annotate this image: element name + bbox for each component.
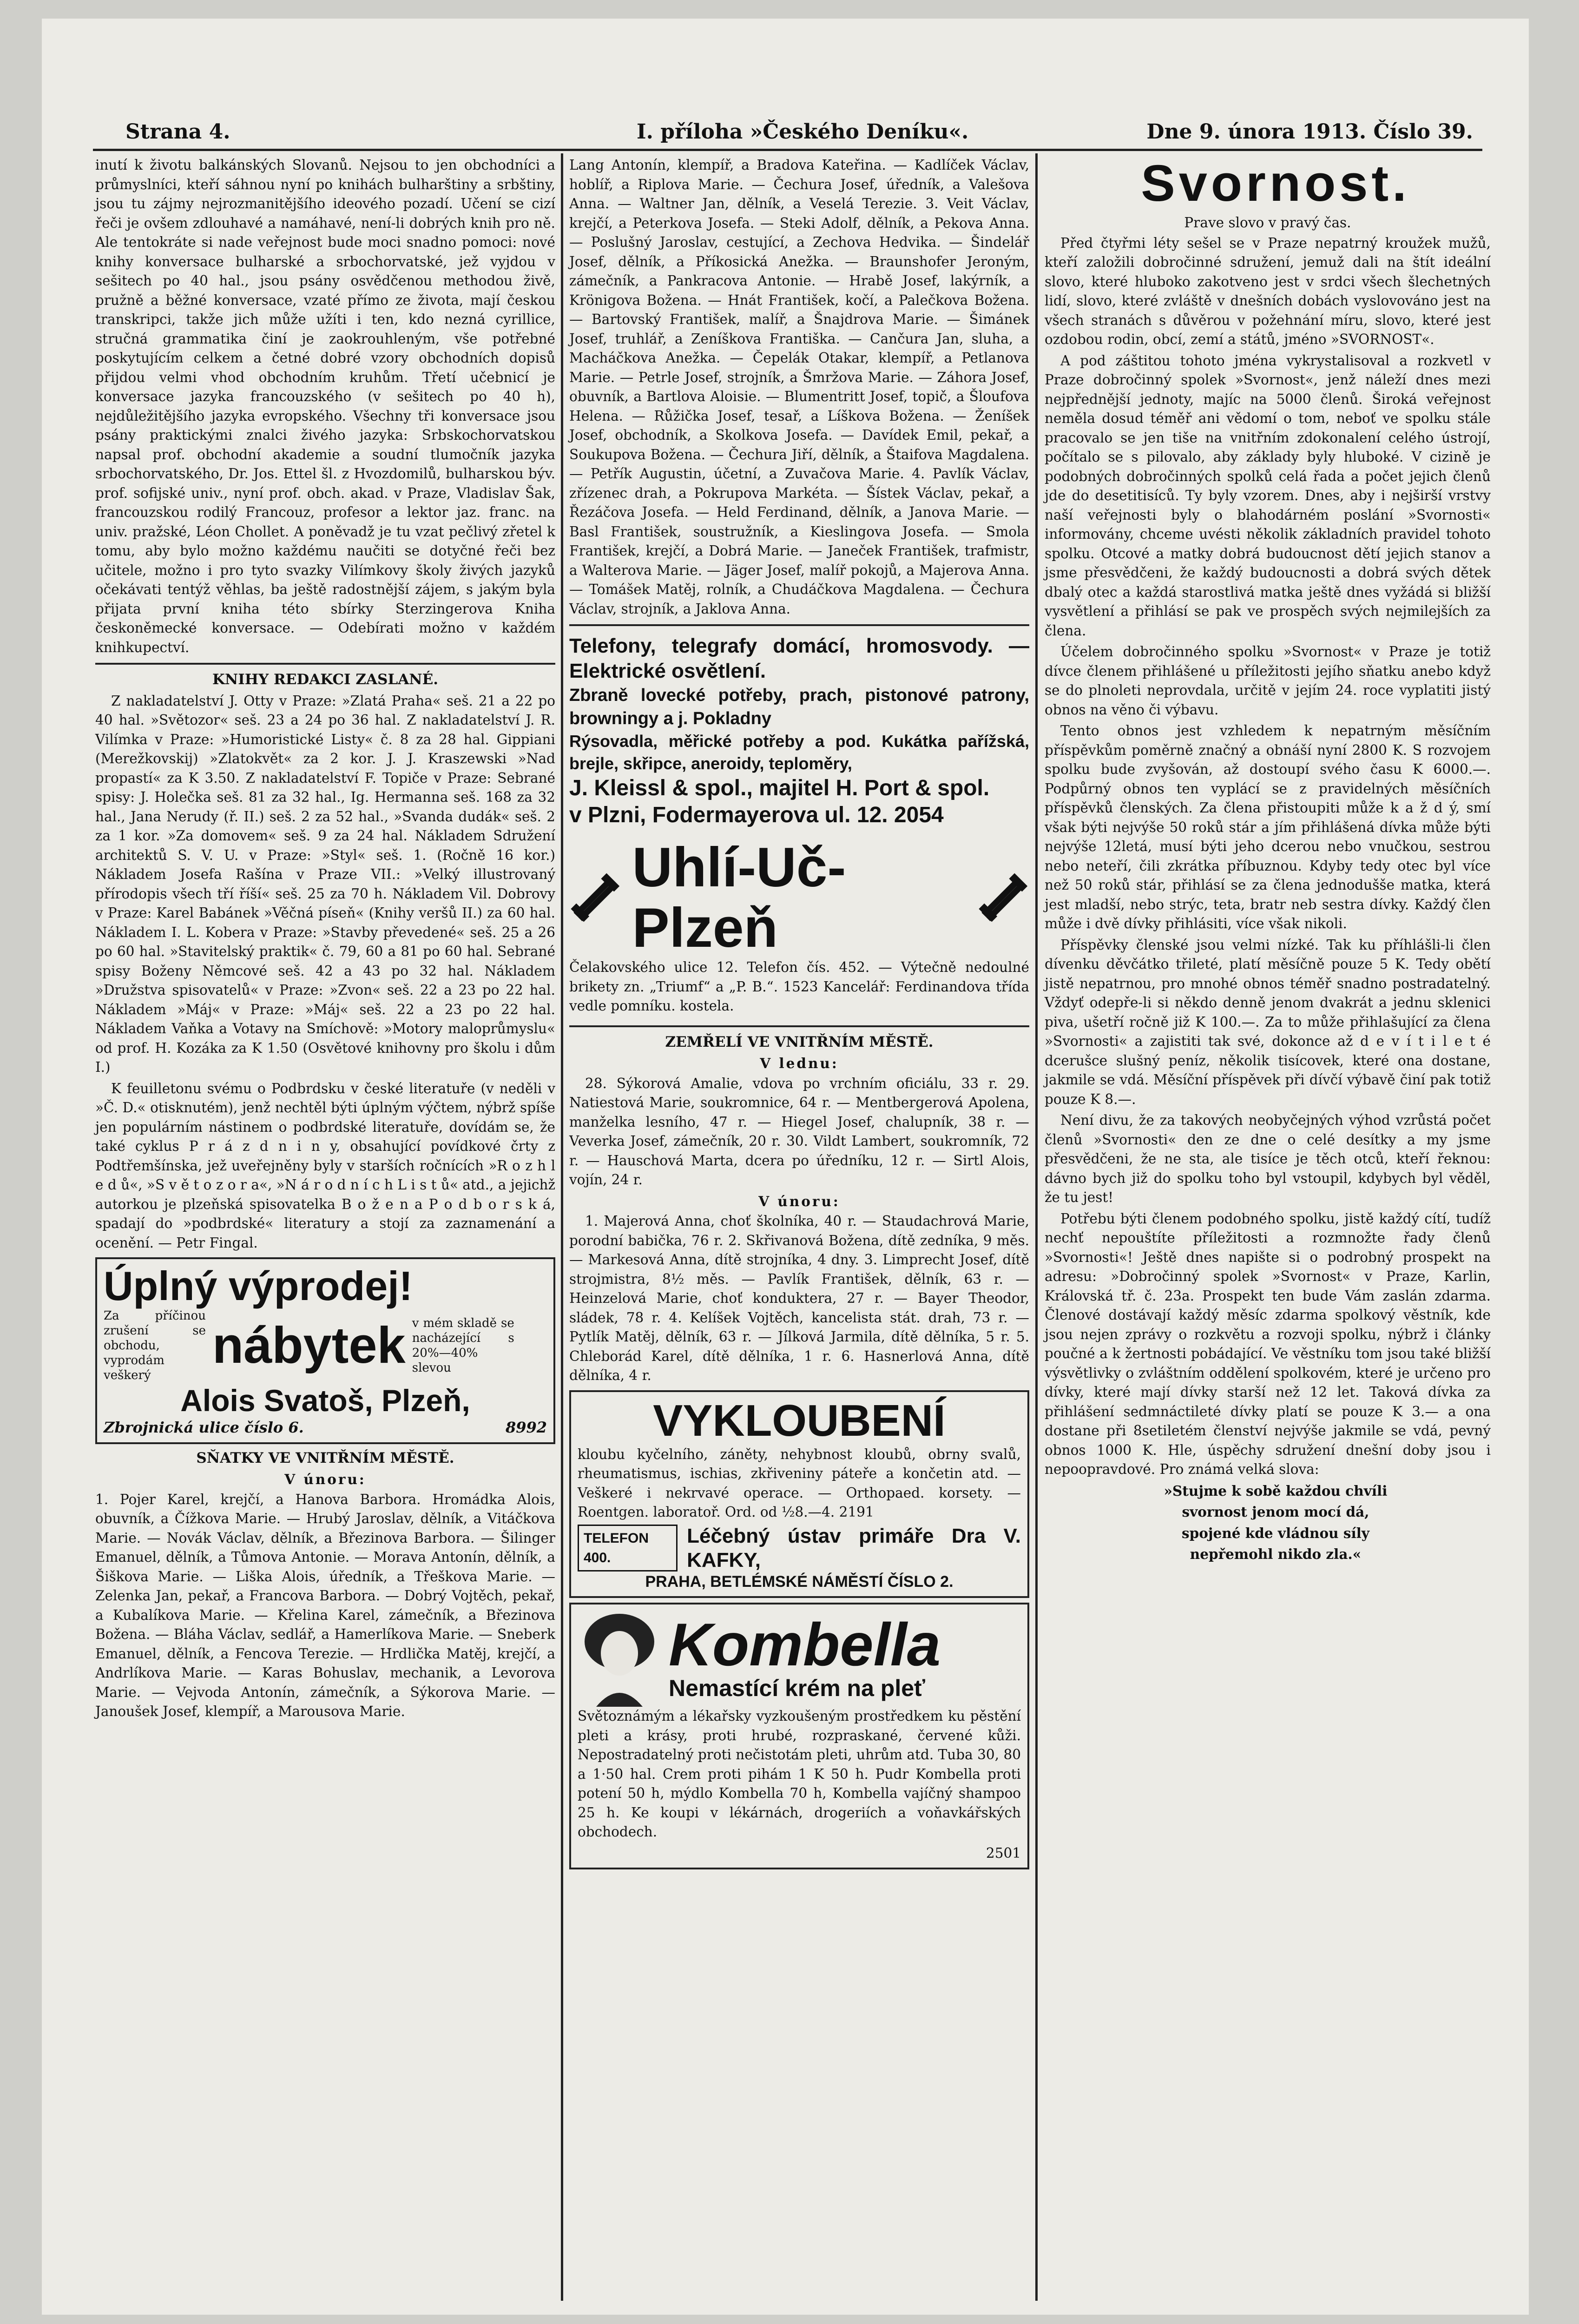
deaths-january-list: 28. Sýkorová Amalie, vdova po vrchním oficiálu, 33 r. 29. Natiestová Marie, soukromnice, 64 r. — Mentbergerová Apolena, manželka lesního, 47 r. — Hiegel Josef, chalupník, 38 r. — Veverka Josef, zámečník, 20 r. 30. Vildt Lambert, soukromník, 72 r. — Hauschová Marta, dcera po úředníku, 12 r. — Sirtl Alois, vojín, 24 r. xyxy=(569,1075,1029,1188)
article-paragraph-6: Není divu, že za takových neobyčejných výhod vzrůstá počet členů »Svornosti« den ze dne o celé desítky a my jsme přesvědčeni, že ne sta, ale tisíce je těch otců, kteří řeknou: dávno bych již do spolku toho byl vstoupil, kdybych byl věděl, že tu jest! xyxy=(1045,1112,1491,1205)
motto-line-2: svornost jenom mocí dá, xyxy=(1182,1504,1369,1520)
ad-kleissl-company: J. Kleissl & spol., majitel H. Port & spol. xyxy=(569,776,990,800)
weddings-continued: Lang Antonín, klempíř, a Bradova Kateřina. — Kadlíček Václav, hoblíř, a Riplova Marie. — Čechura Josef, úředník, a Valešova Anna. — Waltner Jan, dělník, a Veselá Terezie. 3. Veit Václav, krejčí, a Peterkova Josefa. — Steki Adolf, dělník, a Pekova Anna. — Poslušný Jaroslav, cestující, a Zechova Hedvika. — Šindelář Josef, dělník, a Příkosická Anežka. — Braunshofer Jeroným, zámečník, a Pankracova Antonie. — Hrabě Josef, lakýrník, a Krönigova Božena. — Hnát František, kočí, a Palečkova Božena. — Bartovský František, malíř, a Šnajdrova Marie. — Šimánek Josef, truhlář, a Zeníškova Františka. — Cančura Jan, sluha, a Macháčkova Anežka. — Čepelák Otakar, klempíř, a Petlanova Marie. — Petrle Josef, strojník, a Šmržova Marie. — Záhora Josef, obuvník, a Bartlova Aloisie. — Blumentritt Josef, topič, a Šloufova Helena. — Růžička Josef, tesař, a Líškova Božena. — Ženíšek Josef, obchodník, a Skolkova Josefa. — Davídek Emil, pekař, a Soukupova Božena. — Čechura Jiří, dělník, a Štaifova Magdalena. — Petřík Augustin, účetní, a Zuvačova Marie. 4. Pavlík Václav, zřízenec drah, a Pokrupova Markéta. — Šístek Václav, pekař, a Řezáčova Josefa. — Held Ferdinand, dělník, a Janova Marie. — Basl František, soustružník, a Kieslingova Josefa. — Smola František, krejčí, a Dobrá Marie. — Janeček František, trafmistr, a Walterova Marie. — Jäger Josef, malíř pokojů, a Majerova Anna. — Tomášek Matěj, rolník, a Chudáčkova Magdalena. — Čechura Václav, strojník, a Jaklova Anna. xyxy=(569,157,1029,617)
ad-kleissl xyxy=(569,632,1029,831)
ad-kleissl-line3: Rýsovadla, měřické potřeby a pod. Kukátka pařížská, brejle, skřipce, aneroidy, teploměry, xyxy=(569,732,1029,773)
article-subtitle: Prave slovo v pravý čas. xyxy=(1184,215,1351,231)
motto-line-4: nepřemohl nikdo zla.« xyxy=(1190,1546,1362,1562)
deaths-heading: ZEMŘELÍ VE VNITŘNÍM MĚSTĚ. xyxy=(665,1033,934,1050)
article-title: Svornost. xyxy=(1141,155,1410,212)
article-paragraph-2: A pod záštitou tohoto jména vykrystalisoval a rozkvetl v Praze dobročinný spolek »Svornost«, jenž náleží dnes mezi nejpřednější jednoty, majíc na 5000 členů. Široká veřejnost neměla dosud téměř ani vědomí o tom, neboť ve spolku stále pracovalo se jen tiše na vnitřním zdokonalení celého ústrojí, počítalo se s pilovalo, aby základy byly hluboké. V cizině je podobných dobročinných spolků celá řada a počet jejich členů jde do desetitisíců. Ty byly vzorem. Dnes, aby i nejširší vrstvy naší veřejnosti byly o blahodárném poslání »Svornosti« informovány, chceme uvésti několik základních pravidel tohoto spolku. Otcové a matky dobrá budoucnost dětí jejich stanov a jsme přesvědčeni, že každý budoucnosti a dobrá svých dětek dbalý otec a každá starostlivá matka ještě dnes vyžádá si bližší vysvětlení a přihlásí se pak ve prospěch svých nejmilejších za člena. xyxy=(1045,352,1491,639)
ad-kafka-address: PRAHA, BETLÉMSKÉ NÁMĚSTÍ ČÍSLO 2. xyxy=(645,1572,954,1591)
issue-date: Dne 9. února 1913. Číslo 39. xyxy=(1146,120,1473,144)
ad-title: Úplný výprodej! xyxy=(104,1263,413,1309)
header-rule xyxy=(93,149,1482,151)
article-paragraph-4: Tento obnos jest vzhledem k nepatrným měsíčním příspěvkům poměrně značný a obnáší nyní 2800 K. S rozvojem spolku bude zvyšován, až dostoupí svého času K 6000.—. Podpůrný obnos ten vyplácí se z pravidelných měsíčních příspěvků členských. Za člena přistoupiti může k a ž d ý, smí však býti nejvýše 50 roků stár a jím přihlášená dívka může býti nejvýše 12letá, musí býti jeho dcerou nebo vnučkou, sestrou nebo neteří, čili zkrátka příbuznou. Kdyby tedy otec byl více než 50 roků stár, přihlásí se za člena jednodušše matka, která jest mladší, nebo strýc, teta, bratr neb sestra dívky. Každý člen může i dvě dívky přihlásiti, více však nikoli. xyxy=(1045,723,1491,931)
column-divider-1 xyxy=(561,153,563,2301)
article-conversation-books: inutí k životu balkánských Slovanů. Nejsou to jen obchodníci a průmyslníci, kteří sáhnou nyní po knihách bulharštiny a srbštiny, jsou tu zájmy nejrozmanitějšího ideového pozadí. Učení se cizí řeči je ovšem zdlouhavé a namáhavé, není-li dobrých knih pro ně. Ale tentokráte si nade veřejnost bude moci snadno pomoci: nové knihy konversace bulharské a srbochorvatské, jež vyjdou v sešitech po 40 hal., jsou psány osvědčenou methodou živě, pružně a běžné konversace, vzaté přímo ze života, mají českou transkripci, takže jich může užíti i ten, kdo nezná cyrillice, stručná grammatika činí je zaokrouhleným, vše potřebné poskytujícím celkem a četné dobré vzory obchodních dopisů přijdou velmi vhod obchodním kruhům. Třetí učebnicí je konversace jazyka francouzského (v sešitech po 40 h), nejdůležitějšího jazyka evropského. Všechny tři konversace jsou psány praktickými znalci živého jazyka: Srbskochorvatskou napsal prof. obchodní akademie a soudní tlumočník jazyka srbochorvatského, Dr. Jos. Ettel šl. z Hvozdomilů, bulharskou býv. prof. sofijské univ., nyní prof. obch. akad. v Praze, Vladislav Šak, francouzskou rodilý Francouz, profesor a lektor jaz. franc. na univ. pražské, Léon Chollet. A poněvadž je tu vzat pečlivý zřetel k tomu, aby bylo možno každému naučiti se dotyčné řeči bez učitele, možno i pro tyto svazky Vilímkovy školy živých jazyků očekávati tentýž věhlas, ba ještě radostnější zájem, s jakým byla přijata první kniha této sbírky Sterzingerova Kniha českoněmecké konversace. — Odebírati možno v každém knihkupectví. xyxy=(95,157,555,655)
ad-kombella-title: Kombella xyxy=(669,1611,941,1678)
deaths-month-january: V lednu: xyxy=(760,1055,839,1071)
column-1 xyxy=(95,156,555,1723)
crossed-hammers-icon xyxy=(977,870,1029,925)
ad-kafka-title: VYKLOUBENÍ xyxy=(653,1395,946,1446)
divider xyxy=(95,663,555,665)
ad-main-word: nábytek xyxy=(212,1317,406,1374)
ad-kafka-phone: TELEFON 400. xyxy=(578,1525,678,1571)
divider xyxy=(569,1025,1029,1027)
woman-portrait-icon xyxy=(578,1609,661,1707)
ad-kombella-subtitle: Nemastící krém na pleť xyxy=(669,1675,925,1701)
ad-number: 8992 xyxy=(505,1419,547,1436)
weddings-heading: SŇATKY VE VNITŘNÍM MĚSTĚ. xyxy=(196,1449,454,1466)
ad-right-text: v mém skladě se nacházející s 20%—40% slevou xyxy=(412,1316,514,1375)
article-paragraph-3: Účelem dobročinného spolku »Svornost« v Praze je totiž dívce členem přihlášené u příležitosti jejího sňatku anebo když se do plnoleti neprovdala, určitě v jejím 24. roce vyplatiti jistý obnos na věno či výbavu. xyxy=(1045,644,1491,718)
column-2 xyxy=(569,156,1029,1874)
ad-coal xyxy=(569,835,1029,1020)
deaths-month-february: V únoru: xyxy=(758,1193,840,1209)
article-paragraph-5: Příspěvky členské jsou velmi nízké. Tak ku příhlášli-li člen dívenku děvčátko třileté, platí měsíčně pouze 5 K. Tedy obětí jistě nepatrnou, pro mnohé obnos téměř snadno postradatelný. Vždyť odepře-li si někdo denně jenom dvakrát a jednu sklenici piva, ušetří ročně již K 100.—. Za to může přihlašující za člena »Svornosti« a zajistiti tak své, dokonce až d e v í t i l e t é dcerušce slušný peníz, několik tisícovek, které ona dostane, jakmile se vdá. Měsíční příspěvek při dívčí výbavě činí pak totiž pouze K 8.—. xyxy=(1045,937,1491,1107)
motto-line-3: spojené kde vládnou síly xyxy=(1181,1525,1370,1541)
feuilleton-note: K feuilletonu svému o Podbrdsku v české literatuře (v neděli v »Č. D.« otisknutém), jenž nechtěl býti úplným výčtem, nýbrž spíše jen populárním nástinem o podbrdské literatuře, dovídám se, že také cyklus P r á z d n i n y, obsahující povídkové črty z Podtřemšínska, jež uveřejněny byly v starších ročnících »R o z h l e d ů«, »S v ě t o z o r a«, »N á r o d n í c h L i s t ů« atd., a jejichž autorkou je plzeňská spisovatelka B o ž e n a P o d b o r s k á, spadají do »podbrdské« literatury a stojí za zaznamenání a ocenění. — Petr Fingal. xyxy=(95,1080,555,1251)
ad-address: Zbrojnická ulice číslo 6. xyxy=(104,1419,304,1436)
ad-company: Alois Svatoš, Plzeň, xyxy=(180,1383,470,1418)
ad-furniture-sale xyxy=(95,1257,555,1444)
ad-kafka-text: kloubu kyčelního, záněty, nehybnost kloubů, obrny svalů, rheumatismus, ischias, zkřiveniny páteře a končetin atd. — Veškeré i nekrvavé operace. — Orthopaed. korsety. — Roentgen. laboratoř. Ord. od ½8.—4. 2191 xyxy=(578,1446,1021,1520)
ad-left-text: Za příčinou zrušení se obchodu, vyprodám veškerý xyxy=(104,1309,206,1382)
deaths-february-list: 1. Majerová Anna, choť školníka, 40 r. — Staudachrová Marie, porodní babička, 76 r. 2. Skřivanová Božena, dítě zedníka, 9 měs. — Markesová Anna, dítě strojníka, 4 dny. 3. Limprecht Josef, dítě strojmistra, 8½ měs. — Pavlík František, dělník, 63 r. — Heinzelová Marie, choť konduktera, 27 r. — Bayer Theodor, sládek, 78 r. 4. Kelíšek Vojtěch, kancelista stát. drah, 73 r. — Pytlík Matěj, dělník, 63 r. — Jílková Jarmila, dítě dělníka, 5 r. 5. Chleborád Karel, dítě dělníka, 1 r. 6. Hasnerlová Anna, dítě dělníka, 4 r. xyxy=(569,1213,1029,1383)
ad-kombella-text: Světoznámým a lékařsky vyzkoušeným prostředkem ku pěstění pleti a krásy, proti hrubé, rozpraskané, červené kůži. Nepostradatelný proti nečistotám pleti, uhrům atd. Tuba 30, 80 a 1·50 hal. Crem proti pihám 1 K 50 h. Pudr Kombella proti potení 50 h, mýdlo Kombella 70 h, Kombella vajíčný shampoo 25 h. Ke koupi v lékárnách, drogeriích a voňavkářských obchodech. xyxy=(578,1708,1021,1840)
divider xyxy=(569,624,1029,626)
ad-kleissl-line2: Zbraně lovecké potřeby, prach, pistonové patrony, browningy a j. Pokladny xyxy=(569,686,1029,728)
ad-kafka-clinic-name: Léčebný ústav primáře Dra V. KAFKY, xyxy=(687,1524,1021,1571)
page-header xyxy=(125,116,1473,153)
weddings-month: V únoru: xyxy=(284,1471,366,1487)
ad-kleissl-line1: Telefony, telegrafy domácí, hromosvody. — Elektrické osvětlení. xyxy=(569,634,1029,682)
article-paragraph-7: Potřebu býti členem podobného spolku, jistě každý cítí, tudíž nechť nepouštíte příležitosti a rozmnožte řady členů »Svornosti«! Ještě dnes napište si o podrobný prospekt na adresu: »Dobročinný spolek »Svornost« v Praze, Karlin, Královská tř. č. 23a. Prospekt ten bude Vám zaslán zdarma. Členové dostávají každý měsíc zdarma spolkový věstník, kde jsou nejen zprávy o rozkvětu a rozvoji spolku, nýbrž i články poučné a k žertnosti pobádající. Ve věstníku tom jsou také bližší výsvětlivky o zvláštním oddělení spolkovém, které je určeno pro dívky, které mají dívky starší než 12 let. Taková dívka za přihlášení sedmnáctileté dívky platí se pouze K 3.— a ona dostane při 8setiletém členství nejvýše jakmile se vdá, pevný obnos 1000 K. Hle, úspěchy sdružení dnešní doby jsou i nepoopravdové. Pro známá velká slova: xyxy=(1045,1210,1491,1477)
page-number: Strana 4. xyxy=(125,120,230,144)
supplement-title: I. příloha »Českého Deníku«. xyxy=(637,120,969,144)
ad-coal-title: Uhlí-Uč-Plzeň xyxy=(632,836,846,959)
ad-kleissl-address: v Plzni, Fodermayerova ul. 12. 2054 xyxy=(569,803,944,827)
books-heading: KNIHY REDAKCI ZASLANÉ. xyxy=(212,671,439,688)
article-paragraph-1: Před čtyřmi léty sešel se v Praze nepatrný kroužek mužů, kteří založili dobročinné sdružení, jemuž dali na štít ideální slovo, které hluboko zakotveno jest v srdci všech šlechetných lidí, slovo, které zvláště v dnešních dobách vyslovováno jest na všech stranách s důvěrou v požehnání míru, slovo, které jest ozdobou rodin, obcí, zemí a států, jméno »SVORNOST«. xyxy=(1045,235,1491,347)
ad-kafka-clinic xyxy=(569,1390,1029,1598)
ad-kombella-number: 2501 xyxy=(986,1845,1021,1861)
books-list: Z nakladatelství J. Otty v Praze: »Zlatá Praha« seš. 21 a 22 po 40 hal. »Světozor« seš. 23 a 24 po 36 hal. Z nakladatelství J. R. Vilímka v Praze: »Humoristické Listy« č. 8 za 28 hal. Gippiani (Merežkovskij) »Zlatokvět« za 2 kor. J. J. Kraszewski »Nad propastí« za K 3.50. Z nakladatelství F. Topiče v Praze: Sebrané spisy: J. Holečka seš. 81 za 32 hal., Ig. Hermanna seš. 168 za 32 hal., Jana Nerudy (ř. II.) seš. 2 za 52 hal., »Svanda dudák« seš. 2 za 1 kor. »Za domovem« seš. 9 za 24 hal. Nákladem Sdružení architektů S. V. U. v Praze: »Styl« seš. 1. (Ročně 16 kor.) Nákladem Josefa Rašína v Praze VII.: »Velký illustrovaný přírodopis všech tří říší« seš. 25 za 70 h. Nákladem Vil. Dobrovy v Praze: Karel Babánek »Věčná píseň« (Knihy veršů II.) za 60 hal. Nákladem I. L. Kobera v Praze: »Stavby převedené« seš. 25 a 26 po 60 hal. »Stavitelský praktik« č. 79, 60 a 81 po 60 hal. Sebrané spisy Boženy Němcové seš. 42 a 43 po 32 hal. Nákladem »Družstva spisovatelů« v Praze: »Zvon« seš. 22 a 23 po 22 hal. Nákladem »Máj« v Praze: »Máj« seš. 22 a 23 po 22 hal. Nákladem Vaňka a Votavy na Smíchově: »Motory maloprůmyslu« od prof. H. Kozáka za K 1.50 (Osvětové knihovny pro školu i dům I.) xyxy=(95,693,555,1075)
ad-coal-text: Čelakovského ulice 12. Telefon čís. 452. — Výtečně nedoulné brikety zn. „Triumf“ a „P. B.“. 1523 Kancelář: Ferdinandova třída vedle pomníku. kostela. xyxy=(569,959,1029,1014)
ad-kombella xyxy=(569,1603,1029,1869)
crossed-hammers-icon xyxy=(569,870,621,925)
column-divider-2 xyxy=(1035,153,1038,2301)
motto-line-1: »Stujme k sobě každou chvíli xyxy=(1164,1482,1388,1499)
column-3 xyxy=(1045,156,1491,1566)
weddings-list: 1. Pojer Karel, krejčí, a Hanova Barbora. Hromádka Alois, obuvník, a Čížkova Marie. — Hrubý Jaroslav, dělník, a Vitáčkova Marie. — Novák Václav, dělník, a Březinova Barbora. — Šilinger Emanuel, dělník, a Tůmova Antonie. — Morava Antonín, dělník, a Šiškova Marie. — Liška Alois, úředník, a Třeškova Marie. — Zelenka Jan, pekař, a Francova Barbora. — Dobrý Vojtěch, pekař, a Kubalíkova Marie. — Křelina Karel, zámečník, a Březinova Božena. — Bláha Václav, sedlář, a Hamerlíkova Marie. — Sneberk Emanuel, dělník, a Fencova Terezie. — Hrdlička Matěj, krejčí, a Andrlíkova Marie. — Karas Bohuslav, mechanik, a Levorova Marie. — Vejvoda Antonín, zámečník, a Sýkorova Marie. — Janoušek Josef, klempíř, a Marousova Marie. xyxy=(95,1491,555,1719)
